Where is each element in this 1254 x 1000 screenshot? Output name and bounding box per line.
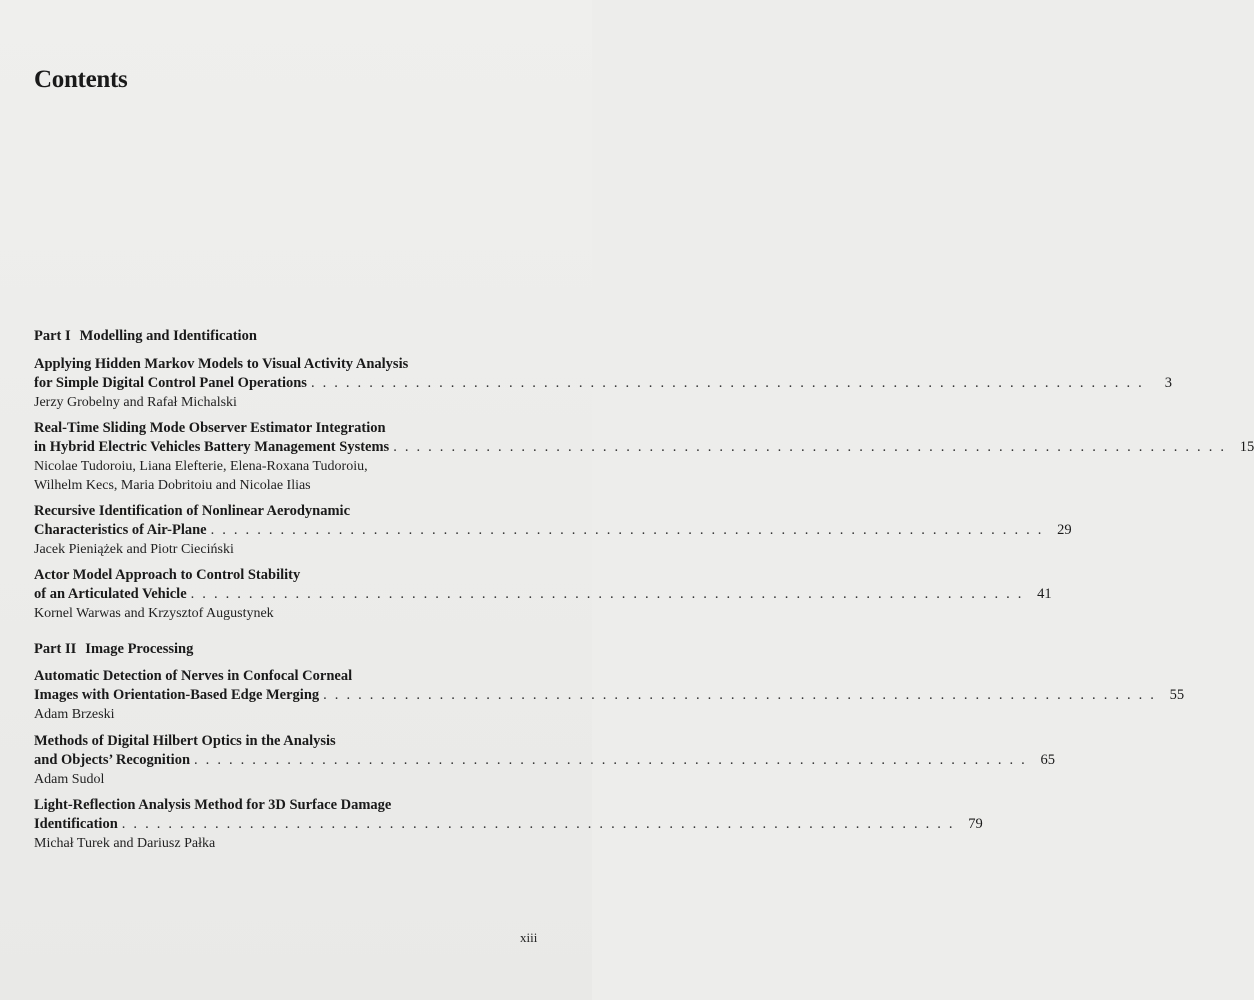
toc-entry[interactable] [34, 732, 1055, 789]
entry-title-line: Real-Time Sliding Mode Observer Estimator Integration [34, 420, 386, 436]
entry-authors: Kornel Warwas and Krzysztof Augustynek [34, 606, 274, 621]
part-name: Modelling and Identification [79, 328, 257, 344]
entry-title-line: Methods of Digital Hilbert Optics in the Analysis [34, 733, 336, 749]
entry-authors: Adam Brzeski [34, 707, 115, 722]
dot-leader: . . . . . . . . . . . . . . . . . . . . . . . . . . . . . . . . . . . . . . . . . . . . . . . . . . . . . . . . . . . . . . . . . . . . . . . . [310, 375, 1144, 391]
entry-title-last-line [34, 585, 1052, 604]
entry-page-number: 65 [1040, 752, 1055, 768]
page-folio: xiii [520, 930, 538, 945]
toc-entry[interactable] [34, 355, 1172, 412]
dot-leader: . . . . . . . . . . . . . . . . . . . . . . . . . . . . . . . . . . . . . . . . . . . . . . . . . . . . . . . . . . . . . . . . . . . . . . . . [323, 687, 1157, 703]
entry-page-number: 15 [1239, 439, 1254, 455]
entry-page-number: 55 [1169, 687, 1185, 703]
toc-entry[interactable] [34, 667, 1185, 724]
entry-title-text: in Hybrid Electric Vehicles Battery Management Systems [34, 439, 390, 455]
entry-title-last-line [34, 815, 983, 834]
toc-entry[interactable] [34, 566, 1052, 623]
part-label: Part I [34, 328, 71, 344]
entry-authors: Adam Sudol [34, 772, 105, 787]
part-name: Image Processing [85, 641, 194, 657]
entry-title-text: of an Articulated Vehicle [34, 586, 187, 602]
entry-title-line: Actor Model Approach to Control Stability [34, 567, 301, 583]
entry-title-last-line [34, 521, 1072, 540]
dot-leader: . . . . . . . . . . . . . . . . . . . . . . . . . . . . . . . . . . . . . . . . . . . . . . . . . . . . . . . . . . . . . . . . . . . . . . . . [194, 752, 1027, 768]
entry-page-number: 29 [1057, 522, 1072, 538]
entry-title-text: Characteristics of Air-Plane [34, 522, 207, 538]
page-title: Contents [34, 66, 128, 93]
entry-title-last-line [34, 686, 1185, 705]
entry-authors: Michał Turek and Dariusz Pałka [34, 836, 216, 851]
dot-leader: . . . . . . . . . . . . . . . . . . . . . . . . . . . . . . . . . . . . . . . . . . . . . . . . . . . . . . . . . . . . . . . . . . . . . . . . [210, 522, 1044, 538]
entry-authors: Wilhelm Kecs, Maria Dobritoiu and Nicolae Ilias [34, 478, 311, 493]
dot-leader: . . . . . . . . . . . . . . . . . . . . . . . . . . . . . . . . . . . . . . . . . . . . . . . . . . . . . . . . . . . . . . . . . . . . . . . . [121, 816, 955, 832]
entry-authors: Jacek Pieniążek and Piotr Cieciński [34, 542, 234, 557]
entry-authors: Nicolae Tudoroiu, Liana Elefterie, Elena-Roxana Tudoroiu, [34, 459, 368, 474]
entry-title-last-line [34, 751, 1055, 770]
entry-title-line: Recursive Identification of Nonlinear Aerodynamic [34, 503, 351, 519]
entry-page-number: 3 [1164, 375, 1172, 391]
toc-entry[interactable] [34, 796, 983, 853]
entry-title-line: Automatic Detection of Nerves in Confocal Corneal [34, 668, 353, 684]
entry-title-text: Identification [34, 816, 118, 832]
entry-title-line: Light-Reflection Analysis Method for 3D Surface Damage [34, 797, 392, 813]
entry-title-last-line [34, 438, 1254, 457]
part-heading [34, 641, 193, 658]
entry-title-text: Images with Orientation-Based Edge Merging [34, 687, 320, 703]
entry-title-text: for Simple Digital Control Panel Operations [34, 375, 307, 391]
entry-title-last-line [34, 374, 1172, 393]
toc-entry[interactable] [34, 419, 1254, 495]
dot-leader: . . . . . . . . . . . . . . . . . . . . . . . . . . . . . . . . . . . . . . . . . . . . . . . . . . . . . . . . . . . . . . . . . . . . . . . . [393, 439, 1227, 455]
entry-page-number: 79 [968, 816, 983, 832]
part-label: Part II [34, 641, 77, 657]
dot-leader: . . . . . . . . . . . . . . . . . . . . . . . . . . . . . . . . . . . . . . . . . . . . . . . . . . . . . . . . . . . . . . . . . . . . . . . . [190, 586, 1024, 602]
entry-title-line: Applying Hidden Markov Models to Visual Activity Analysis [34, 356, 409, 372]
entry-page-number: 41 [1037, 586, 1052, 602]
toc-entry[interactable] [34, 502, 1072, 559]
entry-title-text: and Objects’ Recognition [34, 752, 191, 768]
entry-authors: Jerzy Grobelny and Rafał Michalski [34, 395, 237, 410]
part-heading [34, 328, 257, 345]
